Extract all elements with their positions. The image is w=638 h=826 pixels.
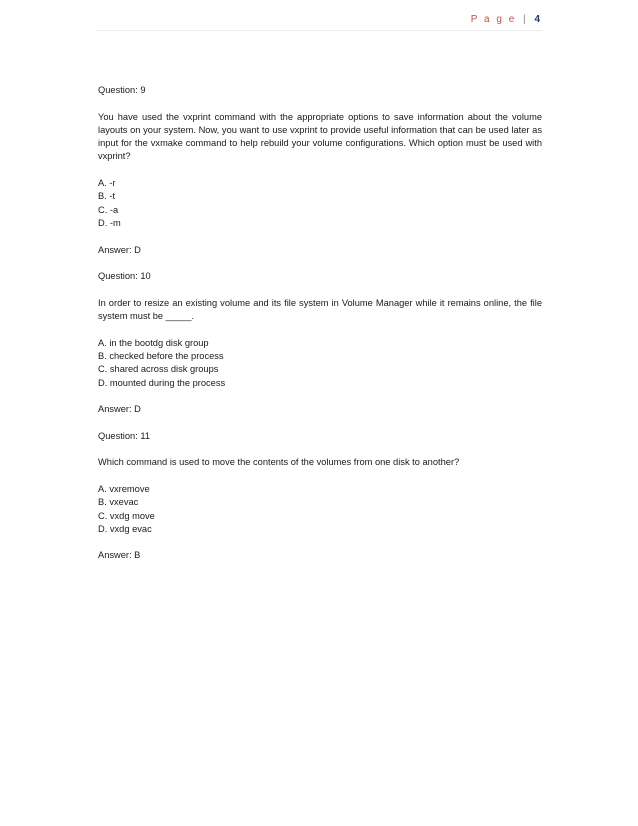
page-label: P a g e [470, 14, 517, 25]
answer-option: B. vxevac [98, 497, 139, 508]
question-block [98, 430, 542, 563]
answer-option: D. vxdg evac [98, 523, 152, 534]
answer-option: B. -t [98, 191, 116, 202]
question-title: Question: 9 [98, 85, 146, 95]
answer-line: Answer: D [98, 404, 141, 415]
answer-options [98, 337, 542, 390]
answer-option: D. -m [98, 217, 121, 228]
question-text: You have used the vxprint command with the appropriate options to save information about the volume layouts on your system. Now, you want to use vxprint to provide useful information that can be used later as input for the vxmake command to help rebuild your volume configurations. Which option must be used with vxprint? [98, 111, 542, 162]
answer-option: B. checked before the process [98, 350, 224, 361]
answer-options [98, 483, 542, 536]
answer-option: C. shared across disk groups [98, 364, 219, 375]
answer-option: C. -a [98, 204, 119, 215]
question-block [98, 84, 542, 257]
page-separator: | [523, 14, 528, 25]
answer-options [98, 177, 542, 230]
answer-option: D. mounted during the process [98, 377, 226, 388]
answer-option: C. vxdg move [98, 510, 155, 521]
answer-option: A. vxremove [98, 483, 150, 494]
question-text: In order to resize an existing volume and its file system in Volume Manager while it remains online, the file system must be _____. [98, 297, 542, 322]
page-header [96, 14, 542, 30]
header-divider [96, 30, 542, 31]
page-number: 4 [534, 14, 542, 25]
answer-line: Answer: D [98, 244, 141, 255]
answer-line: Answer: B [98, 550, 141, 561]
question-title: Question: 10 [98, 271, 151, 282]
question-title: Question: 11 [98, 430, 151, 441]
answer-option: A. in the bootdg disk group [98, 337, 209, 348]
answer-option: A. -r [98, 178, 116, 189]
question-text: Which command is used to move the contents of the volumes from one disk to another? [98, 457, 460, 468]
document-content [98, 84, 542, 576]
question-block [98, 270, 542, 416]
